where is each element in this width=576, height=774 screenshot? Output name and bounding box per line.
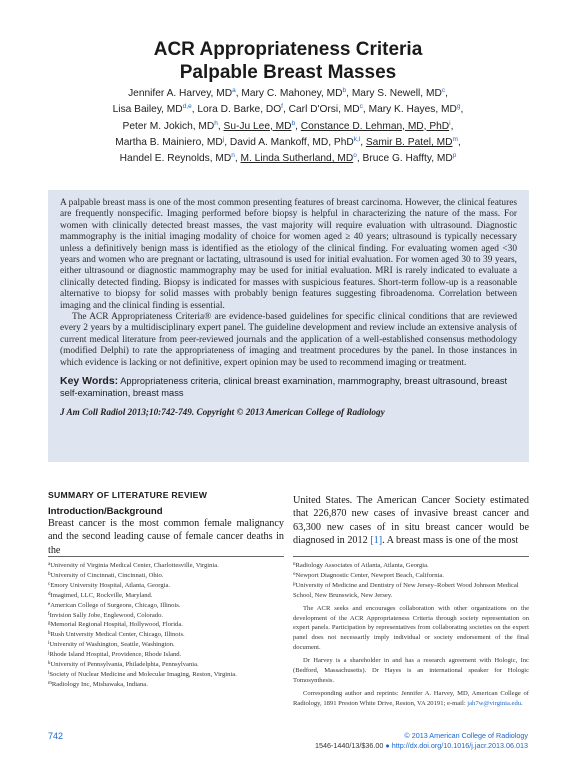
- affiliation-marker[interactable]: b: [342, 87, 347, 94]
- affiliation-text: Memorial Regional Hospital, Hollywood, Florida.: [50, 621, 183, 629]
- affiliation-item: [293, 561, 529, 571]
- affiliation-item: [48, 591, 284, 601]
- affiliation-text: University of Cincinnati, Cincinnati, Ohio.: [50, 571, 164, 579]
- author-name: Lora D. Barke, DO: [197, 104, 282, 116]
- disclosure-note: Dr Harvey is a shareholder in and has a research agreement with Hologic, Inc (Bedford, Massachusetts). Dr Hayes is an international speaker for Hologic Tomosynthesis.: [293, 657, 529, 684]
- affiliation-letter: c: [48, 581, 51, 587]
- abstract-paragraph-1: A palpable breast mass is one of the most common presenting features of breast carcinoma. However, the clinical features are frequently nonspecific. Imaging performed before biopsy is helpful in characterizing the nature of the mass. For women with clinically detected breast masses, the vast majority will require evaluation with ultrasound. Diagnostic mammography is the initial imaging modality of choice for women aged ≥ 40 years; ultrasound is typically necessary unless a definitively benign mass is identified as the etiology of the clinical finding. For evaluating women aged <30 years and women who are pregnant or lactating, ultrasound is used for initial evaluation. For women aged 30 to 39 years, either ultrasound or diagnostic mammography may be used for initial evaluation. MRI is rarely indicated to evaluate a clinically detected finding. Biopsy is indicated for masses with suspicious features. Short-term follow-up is a reasonable alternative to biopsy for solid masses with probably benign features suggesting fibroadenoma. Correlation between imaging and the clinical finding is essential.: [60, 198, 517, 311]
- affiliation-marker[interactable]: m: [452, 135, 458, 143]
- abstract-box: [48, 190, 529, 462]
- author-name: Jennifer A. Harvey, MD: [128, 88, 233, 99]
- reference-link[interactable]: [1]: [370, 535, 383, 547]
- email-link[interactable]: jah7w@virginia.edu: [467, 699, 522, 707]
- affiliation-item: [48, 660, 284, 670]
- body-text-right-a: United States. The American Cancer Society estimated that 226,870 new cases of invasive breast cancer and 63,300 new cases of in situ breast cancer would be diagnosed in 2012: [293, 495, 529, 547]
- keywords-text: Appropriateness criteria, clinical breast examination, mammography, breast ultrasound, breast self-examination, breast mass: [60, 376, 508, 399]
- author-list: [60, 86, 516, 167]
- affiliation-item: [48, 650, 284, 660]
- affiliation-item: [48, 630, 284, 640]
- author-name: Handel E. Reynolds, MD: [119, 153, 232, 165]
- affiliation-letter: h: [48, 631, 51, 637]
- author-line: Martha B. Mainiero, $MD^j$, David A. Mankoff, MD, PhD$^{k,l}$, Samir B. Patel, $MD^m$,: [115, 135, 461, 148]
- author-line: Peter M. Jokich, $MD^h$, Su-Ju Lee, $MD^b$, Constance D. Lehman, MD, PhD$^i$,: [122, 119, 454, 132]
- affiliation-item: [48, 581, 284, 591]
- affiliation-text: University of Washington, Seattle, Washington.: [49, 641, 175, 649]
- affiliation-item: [48, 680, 284, 690]
- publication-info: [315, 731, 528, 751]
- footnote-rule-right: [293, 556, 529, 557]
- author-name: Carl D'Orsi, MD: [288, 104, 360, 116]
- affiliation-marker[interactable]: i: [449, 119, 451, 127]
- affiliation-item: [48, 670, 284, 680]
- affiliation-letter: g: [48, 621, 51, 627]
- affiliation-letter: j: [48, 651, 50, 657]
- affiliation-marker[interactable]: g: [456, 103, 461, 111]
- affiliation-marker[interactable]: c: [441, 87, 446, 94]
- bullet-separator: ●: [383, 741, 392, 750]
- issn: 1546-1440/13/$36.00: [315, 741, 384, 750]
- affiliation-list-right: [293, 561, 529, 601]
- affiliation-marker[interactable]: f: [281, 103, 283, 111]
- collaboration-note: The ACR seeks and encourages collaboration with other organizations on the development of the ACR Appropriateness Criteria through society representation on expert panels. Participation by representatives from collaborating societies on the expert panel does not necessarily imply individual or society endorsement of the final document.: [293, 604, 529, 652]
- affiliation-item: [48, 640, 284, 650]
- body-text-left: Breast cancer is the most common female malignancy and the second leading cause of female cancer deaths in the: [48, 518, 284, 556]
- affiliation-text: University of Virginia Medical Center, Charlottesville, Virginia.: [50, 562, 219, 569]
- correspondence-text: Corresponding author and reprints: Jennifer A. Harvey, MD, American College of Radiology, 1891 Preston White Drive, Reston, VA 20191; e-mail:: [293, 689, 529, 707]
- body-text-right: [293, 494, 529, 548]
- affiliation-item: [293, 571, 529, 581]
- author-name: Martha B. Mainiero, MD: [115, 136, 223, 148]
- issn-doi-line: [315, 741, 528, 751]
- affiliation-letter: i: [48, 641, 50, 647]
- affiliation-text: Radiology Inc, Mishawaka, Indiana.: [51, 680, 148, 688]
- author-name: Peter M. Jokich, MD: [122, 120, 215, 132]
- affiliation-letter: p: [293, 581, 296, 587]
- article-title: [0, 38, 576, 84]
- article-title-line-2: Palpable Breast Masses: [179, 62, 397, 83]
- author-name: Bruce G. Haffty, MD: [362, 153, 453, 165]
- affiliation-letter: n: [293, 562, 296, 567]
- affiliation-item: [48, 571, 284, 581]
- affiliation-letter: a: [48, 562, 51, 567]
- author-name: David A. Mankoff, MD, PhD: [229, 136, 354, 148]
- author-name: Mary S. Newell, MD: [351, 88, 442, 99]
- footnote-rule-left: [48, 556, 284, 557]
- affiliation-letter: e: [48, 601, 51, 607]
- section-heading: SUMMARY OF LITERATURE REVIEW: [48, 490, 208, 500]
- author-name: Lisa Bailey, MD: [112, 104, 183, 116]
- affiliation-text: Radiology Associates of Atlanta, Atlanta, Georgia.: [295, 562, 429, 569]
- body-column-left: [48, 490, 284, 557]
- affiliation-item: [48, 611, 284, 621]
- affiliation-marker[interactable]: a: [232, 87, 236, 94]
- affiliation-text: Rush University Medical Center, Chicago, Illinois.: [50, 631, 185, 639]
- author-name: Su-Ju Lee, MD: [223, 120, 292, 132]
- article-title-line-1: ACR Appropriateness Criteria: [153, 39, 423, 60]
- subsection-heading: Introduction/Background: [48, 506, 163, 517]
- correspondence-end: .: [521, 699, 523, 707]
- affiliation-marker[interactable]: j: [222, 135, 225, 143]
- author-line: Jennifer A. Harvey, $MD^a$, Mary C. Mahoney, $MD^b$, Mary S. Newell, $MD^c$,: [128, 87, 448, 99]
- keywords: [60, 375, 517, 399]
- affiliation-item: [48, 561, 284, 571]
- author-name: Samir B. Patel, MD: [365, 136, 453, 148]
- affiliation-text: Rhode Island Hospital, Providence, Rhode Island.: [49, 651, 182, 659]
- author-line: Handel E. Reynolds, $MD^n$, M. Linda Sutherland, $MD^o$, Bruce G. Haffty, $MD^p$: [119, 152, 457, 165]
- affiliation-item: [293, 581, 529, 601]
- affiliation-letter: o: [293, 571, 296, 577]
- affiliation-text: Emory University Hospital, Atlanta, Georgia.: [50, 581, 171, 589]
- affiliation-letter: f: [48, 611, 50, 617]
- author-name: Mary C. Mahoney, MD: [241, 88, 343, 99]
- page-number: 742: [48, 731, 64, 741]
- copyright-line: © 2013 American College of Radiology: [404, 731, 528, 740]
- affiliation-text: Newport Diagnostic Center, Newport Beach, California.: [295, 571, 444, 579]
- affiliation-item: [48, 620, 284, 630]
- affiliation-text: Invision Sally Jobe, Englewood, Colorado.: [49, 611, 164, 619]
- affiliation-marker[interactable]: c: [359, 103, 363, 111]
- affiliation-letter: l: [48, 670, 50, 676]
- affiliation-marker[interactable]: n: [231, 152, 235, 160]
- affiliation-letter: b: [48, 571, 51, 577]
- affiliation-letter: k: [48, 661, 51, 667]
- affiliation-marker[interactable]: h: [214, 119, 218, 127]
- affiliation-text: American College of Surgeons, Chicago, Illinois.: [50, 601, 181, 609]
- author-line: Lisa Bailey, MD$^{d,e}$, Lora D. Barke, $DO^f$, Carl D'Orsi, $MD^c$, Mary K. Hayes, $MD^g$,: [112, 103, 464, 116]
- affiliation-text: University of Pennsylvania, Philadelphia, Pennsylvania.: [50, 661, 199, 669]
- affiliation-text: Imagimed, LLC, Rockville, Maryland.: [50, 591, 153, 599]
- abstract-paragraph-2: The ACR Appropriateness Criteria® are evidence-based guidelines for specific clinical conditions that are reviewed every 2 years by a multidisciplinary expert panel. The guideline development and review include an extensive analysis of current medical literature from peer-reviewed journals and the application of a well-established consensus methodology (modified Delphi) to rate the appropriateness of imaging and treatment procedures by the panel. In those instances in which evidence is lacking or not definitive, expert opinion may be used to recommend imaging or treatment.: [60, 312, 517, 368]
- affiliations-right: [293, 561, 529, 709]
- affiliation-letter: d: [48, 591, 51, 597]
- correspondence-note: [293, 689, 529, 709]
- affiliation-marker[interactable]: p: [452, 152, 457, 160]
- affiliation-text: Society of Nuclear Medicine and Molecular Imaging, Reston, Virginia.: [49, 670, 237, 678]
- affiliation-marker[interactable]: d,e: [182, 103, 192, 111]
- affiliations-left: [48, 561, 284, 690]
- author-name: Mary K. Hayes, MD: [368, 104, 457, 116]
- affiliation-marker[interactable]: o: [353, 152, 357, 160]
- body-text-right-b: . A breast mass is one of the most: [382, 535, 519, 547]
- affiliation-letter: m: [48, 680, 52, 686]
- affiliation-text: University of Medicine and Dentistry of New Jersey–Robert Wood Johnson Medical School, New Brunswick, New Jersey.: [293, 581, 519, 599]
- affiliation-marker[interactable]: k,l: [353, 135, 361, 143]
- affiliation-item: [48, 601, 284, 611]
- doi-link[interactable]: http://dx.doi.org/10.1016/j.jacr.2013.06.013: [391, 741, 528, 750]
- author-name: M. Linda Sutherland, MD: [240, 153, 354, 165]
- affiliation-marker[interactable]: b: [291, 119, 296, 127]
- journal-citation: J Am Coll Radiol 2013;10:742-749. Copyright © 2013 American College of Radiology: [60, 407, 385, 418]
- body-column-right: [293, 494, 529, 548]
- author-name: Constance D. Lehman, MD, PhD: [300, 120, 450, 132]
- keywords-label: Key Words:: [60, 375, 119, 388]
